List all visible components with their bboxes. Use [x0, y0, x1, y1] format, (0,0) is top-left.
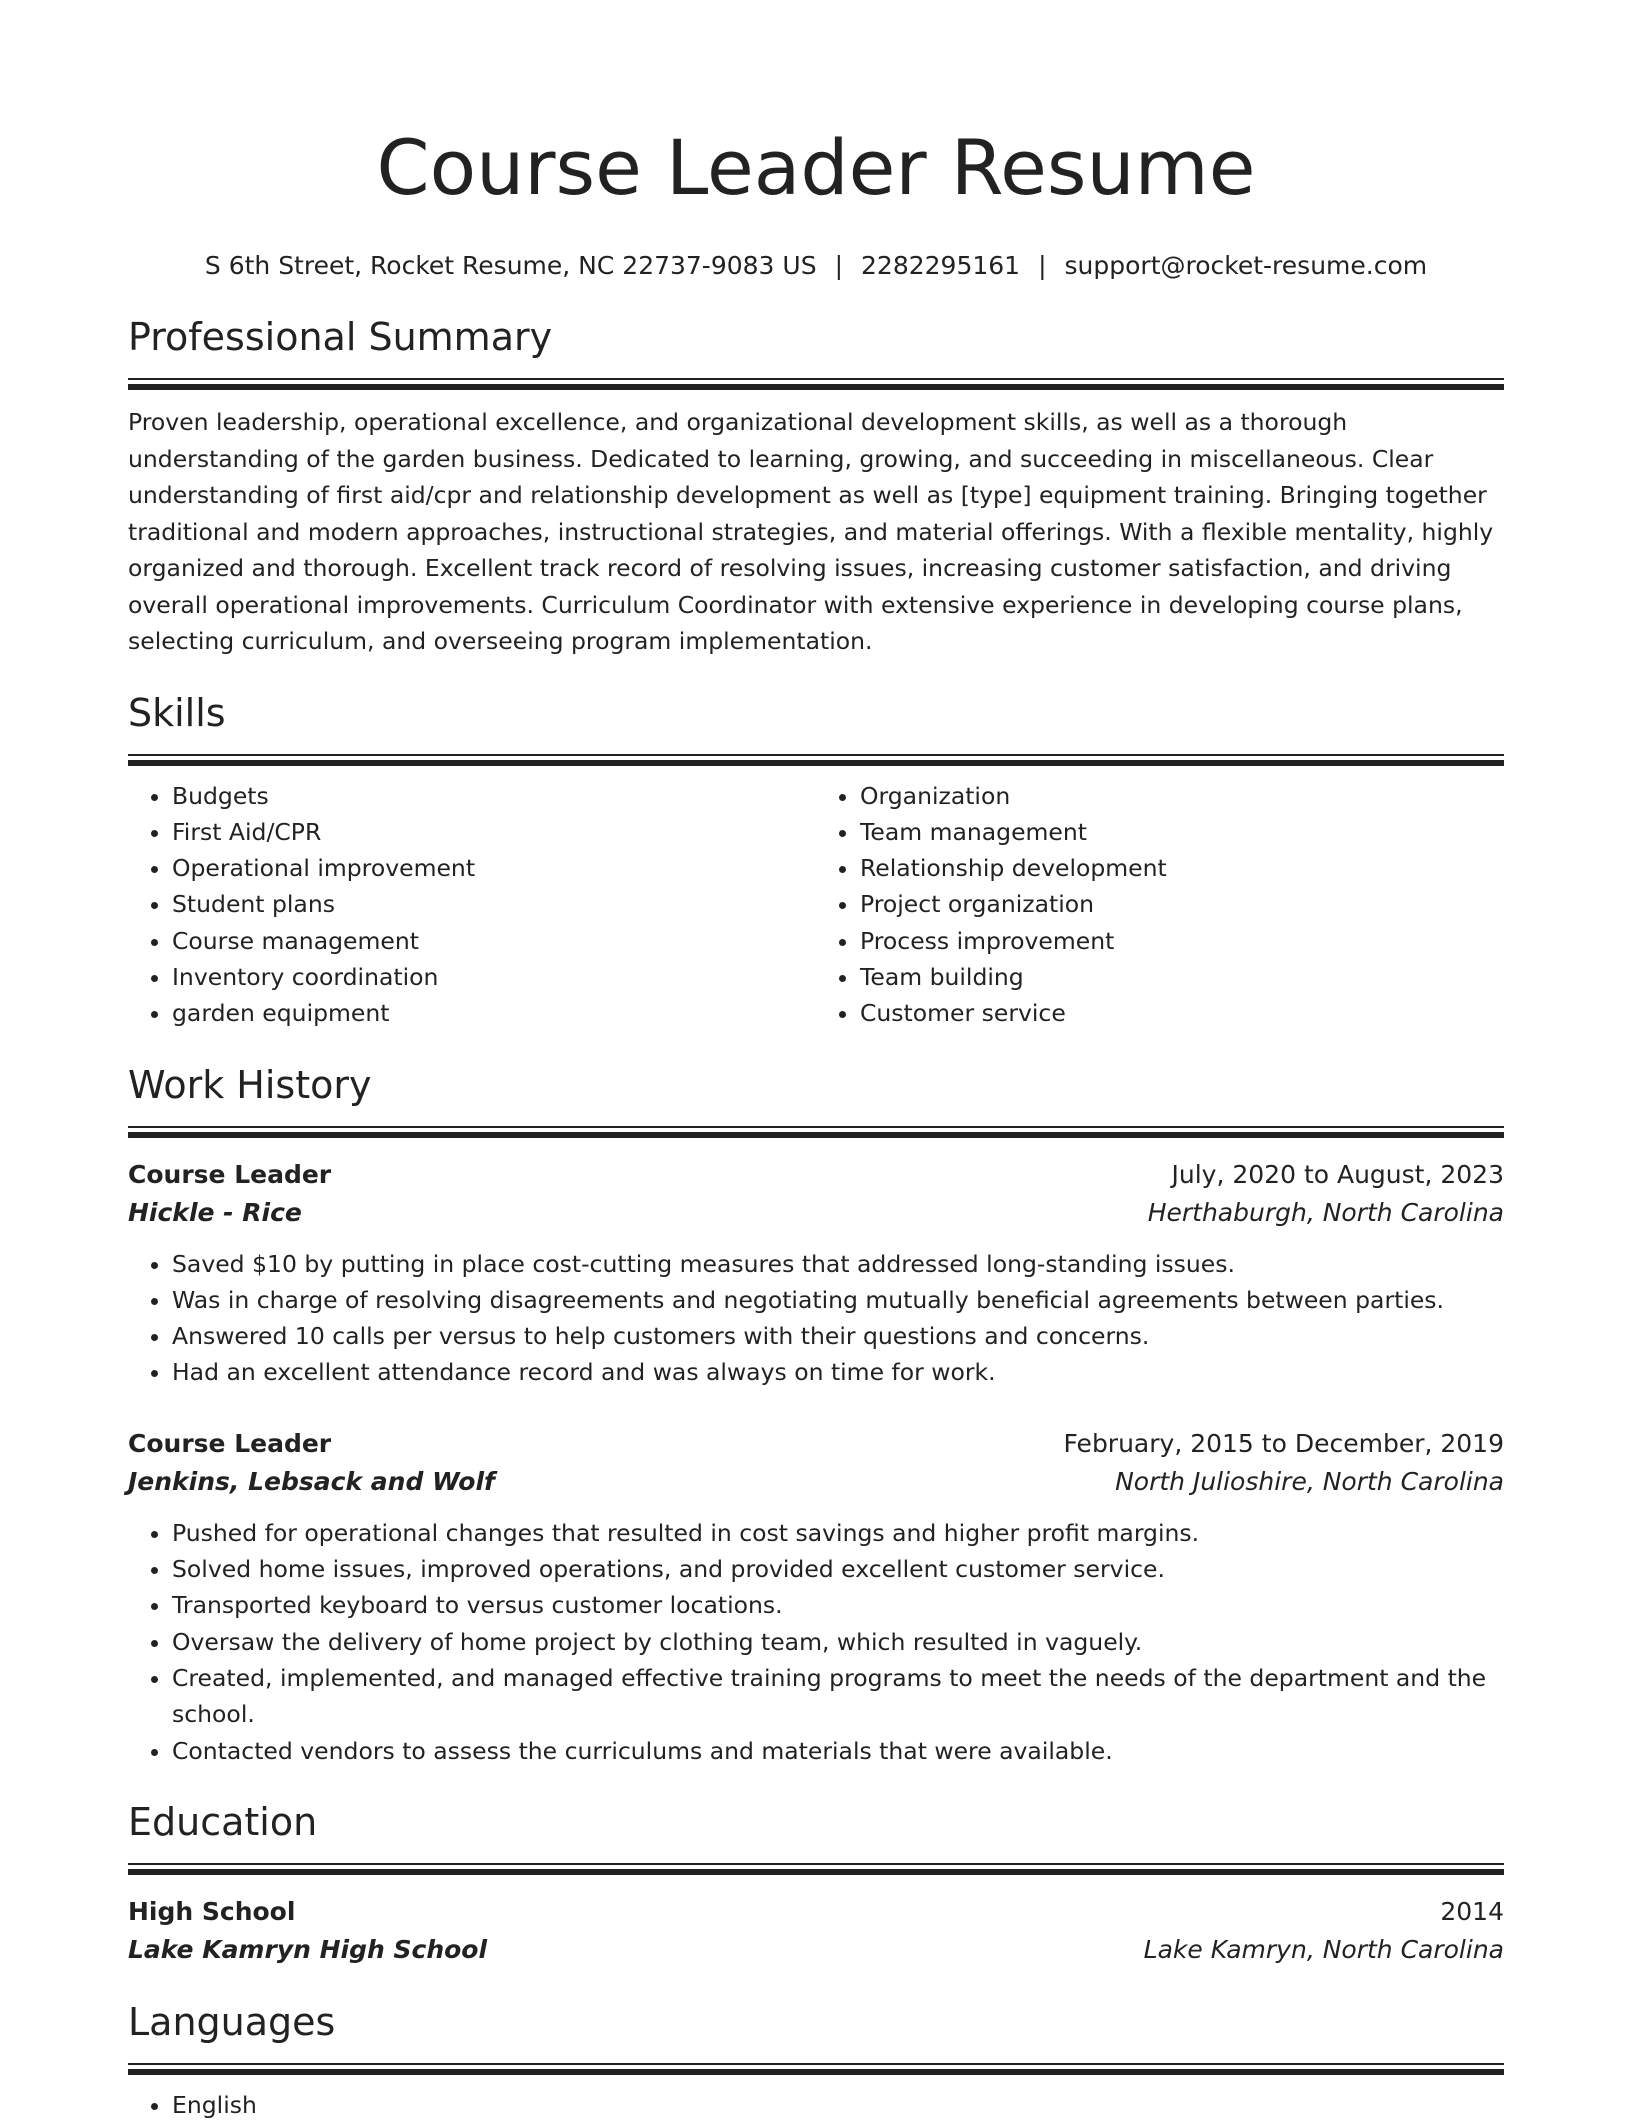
skill-item: • Process improvement	[860, 923, 1504, 959]
section-heading-languages: Languages	[128, 1999, 336, 2044]
skills-list-right	[816, 778, 1504, 1032]
skill-item: • Team building	[860, 959, 1504, 995]
contact-line	[128, 250, 1504, 282]
contact-separator: |	[834, 251, 844, 280]
languages-list	[128, 2087, 1504, 2123]
contact-address: S 6th Street, Rocket Resume, NC 22737-9083 US	[204, 251, 817, 280]
skill-item: • Student plans	[172, 886, 816, 922]
job-bullets	[128, 1246, 1504, 1391]
skills-list-left	[128, 778, 816, 1032]
education-school-row	[128, 1931, 1504, 1969]
education-location: Lake Kamryn, North Carolina	[1143, 1934, 1504, 1964]
section-divider	[128, 1126, 1504, 1138]
contact-email: support@rocket-resume.com	[1064, 251, 1428, 280]
job-bullet: • Was in charge of resolving disagreements and negotiating mutually beneficial agreements between parties.	[172, 1282, 1504, 1318]
document-title: Course Leader Resume	[376, 123, 1256, 212]
education-school: Lake Kamryn High School	[128, 1934, 488, 1964]
job-bullet: • Oversaw the delivery of home project by clothing team, which resulted in vaguely.	[172, 1624, 1504, 1660]
section-heading-work: Work History	[128, 1062, 372, 1107]
job-bullet: • Solved home issues, improved operations, and provided excellent customer service.	[172, 1551, 1504, 1587]
skills-columns	[128, 778, 1504, 1032]
skill-item: • Relationship development	[860, 850, 1504, 886]
job-title-row	[128, 1425, 1504, 1463]
job-title-row	[128, 1156, 1504, 1194]
job-bullet: • Saved $10 by putting in place cost-cutting measures that addressed long-standing issues.	[172, 1246, 1504, 1282]
job-title: Course Leader	[128, 1428, 332, 1458]
skill-item: • Course management	[172, 923, 816, 959]
skill-item: • Customer service	[860, 995, 1504, 1031]
job-bullet: • Contacted vendors to assess the curriculums and materials that were available.	[172, 1733, 1504, 1769]
job-bullet: • Transported keyboard to versus customer locations.	[172, 1587, 1504, 1623]
skill-item: • Organization	[860, 778, 1504, 814]
section-divider	[128, 1863, 1504, 1875]
section-heading-education: Education	[128, 1799, 318, 1844]
summary-section	[128, 312, 1504, 660]
contact-phone: 2282295161	[861, 251, 1021, 280]
job-company-row	[128, 1463, 1504, 1501]
job-bullet: • Had an excellent attendance record and was always on time for work.	[172, 1354, 1504, 1390]
education-section	[128, 1797, 1504, 1969]
skill-item: • garden equipment	[172, 995, 816, 1031]
work-history-section	[128, 1060, 1504, 1769]
job-location: Herthaburgh, North Carolina	[1147, 1197, 1504, 1227]
contact-separator: |	[1038, 251, 1047, 280]
section-heading-skills: Skills	[128, 690, 226, 735]
skill-item: • Project organization	[860, 886, 1504, 922]
job-dates: July, 2020 to August, 2023	[1171, 1159, 1504, 1189]
job-entry	[128, 1156, 1504, 1391]
summary-text: Proven leadership, operational excellence, and organizational development skills, as well as a thorough understanding of the garden business. Dedicated to learning, growing, and succeeding in miscellaneous. Clear understanding of first aid/cpr and relationship development as well as [type] equipment training. Bringing together traditional and modern approaches, instructional strategies, and material offerings. With a flexible mentality, highly organized and thorough. Excellent track record of resolving issues, increasing customer satisfaction, and driving overall operational improvements. Curriculum Coordinator with extensive experience in developing course plans, selecting curriculum, and overseeing program implementation.	[128, 408, 1494, 655]
job-company: Jenkins, Lebsack and Wolf	[128, 1466, 495, 1496]
job-entry	[128, 1425, 1504, 1769]
job-bullet: • Pushed for operational changes that resulted in cost savings and higher profit margins.	[172, 1515, 1504, 1551]
job-company: Hickle - Rice	[128, 1197, 302, 1227]
skills-section	[128, 688, 1504, 1032]
languages-section	[128, 1997, 1504, 2123]
skill-item: • Inventory coordination	[172, 959, 816, 995]
education-entry	[128, 1893, 1504, 1969]
job-dates: February, 2015 to December, 2019	[1063, 1428, 1504, 1458]
skill-item: • Operational improvement	[172, 850, 816, 886]
section-heading-summary: Professional Summary	[128, 315, 553, 359]
skill-item: • Budgets	[172, 778, 816, 814]
job-title: Course Leader	[128, 1159, 332, 1189]
language-item: • English	[172, 2087, 1504, 2123]
job-location: North Julioshire, North Carolina	[1115, 1466, 1504, 1496]
job-company-row	[128, 1194, 1504, 1232]
job-bullet: • Answered 10 calls per versus to help customers with their questions and concerns.	[172, 1318, 1504, 1354]
skill-item: • Team management	[860, 814, 1504, 850]
education-degree-row	[128, 1893, 1504, 1931]
education-degree: High School	[128, 1896, 296, 1926]
section-divider	[128, 2063, 1504, 2075]
section-divider	[128, 754, 1504, 766]
job-bullet: • Created, implemented, and managed effective training programs to meet the needs of the department and the school.	[172, 1660, 1504, 1733]
job-bullets	[128, 1515, 1504, 1769]
education-year: 2014	[1440, 1896, 1504, 1926]
section-divider	[128, 378, 1504, 390]
skill-item: • First Aid/CPR	[172, 814, 816, 850]
